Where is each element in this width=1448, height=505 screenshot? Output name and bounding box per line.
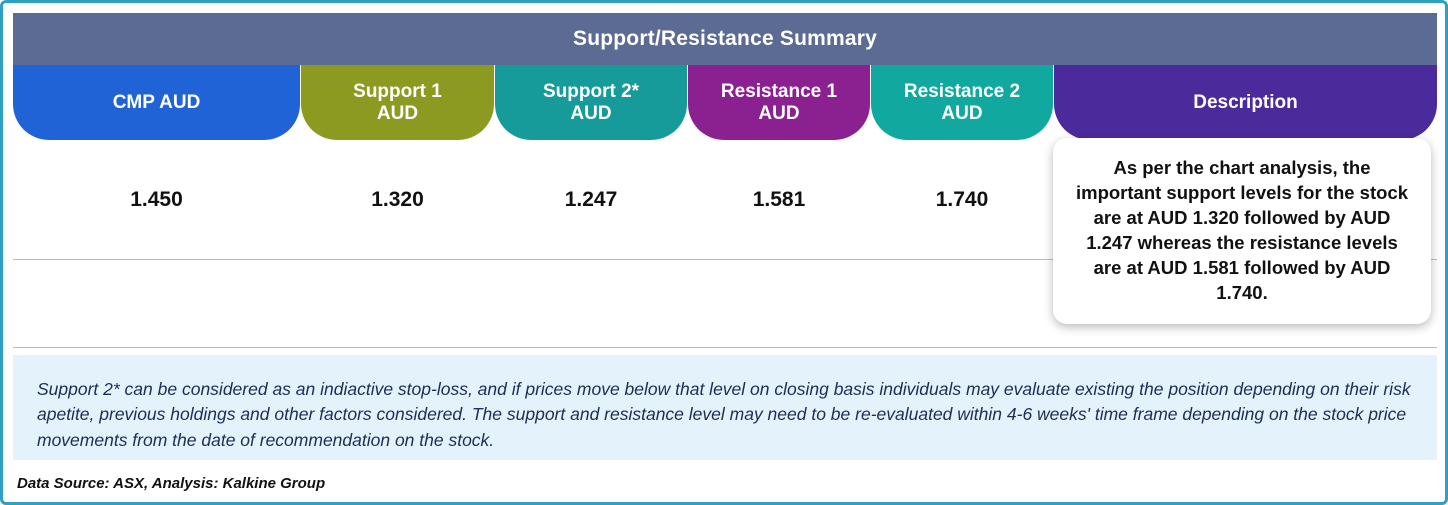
column-header-line1: Support 1 (353, 80, 442, 102)
data-source-label: Data Source: ASX, Analysis: Kalkine Group (17, 475, 326, 492)
column-header-support-2 (495, 65, 687, 140)
column-header-resistance-2 (871, 65, 1053, 140)
value-cmp: 1.450 (130, 188, 183, 211)
column-header-line1: Description (1193, 91, 1298, 113)
column-header-line2: AUD (570, 102, 612, 124)
column-header-line1: CMP AUD (112, 91, 201, 113)
column-header-cmp (13, 65, 300, 140)
page-title: Support/Resistance Summary (13, 13, 1437, 65)
value-resistance-2: 1.740 (935, 188, 989, 211)
column-header-line1: Support 2* (542, 80, 640, 102)
value-support-2: 1.247 (564, 188, 618, 211)
disclaimer-note: Support 2* can be considered as an indiactive stop-loss, and if prices move below that level on closing basis individuals may evaluate existing the position depending on their risk apetite, previous holdings and other factors considered. The support and resistance level may need to be re-evaluated within 4-6 weeks' time frame depending on the stock price movements from the date of recommendation on the stock. (13, 355, 1437, 460)
value-support-1: 1.320 (371, 188, 424, 211)
description-card: As per the chart analysis, the important support levels for the stock are at AUD 1.320 followed by AUD 1.247 whereas the resistance levels are at AUD 1.581 followed by AUD 1.740. (1053, 138, 1431, 324)
column-header-line2: AUD (376, 102, 419, 124)
column-headers (13, 65, 1437, 140)
column-header-line2: AUD (758, 102, 800, 124)
value-resistance-1: 1.581 (752, 188, 806, 211)
column-header-support-1 (301, 65, 494, 140)
column-header-description (1054, 65, 1437, 140)
section-divider (13, 347, 1437, 348)
column-header-resistance-1 (688, 65, 870, 140)
column-header-line2: AUD (941, 102, 983, 124)
column-header-line1: Resistance 2 (903, 80, 1021, 102)
column-header-line1: Resistance 1 (720, 80, 838, 102)
